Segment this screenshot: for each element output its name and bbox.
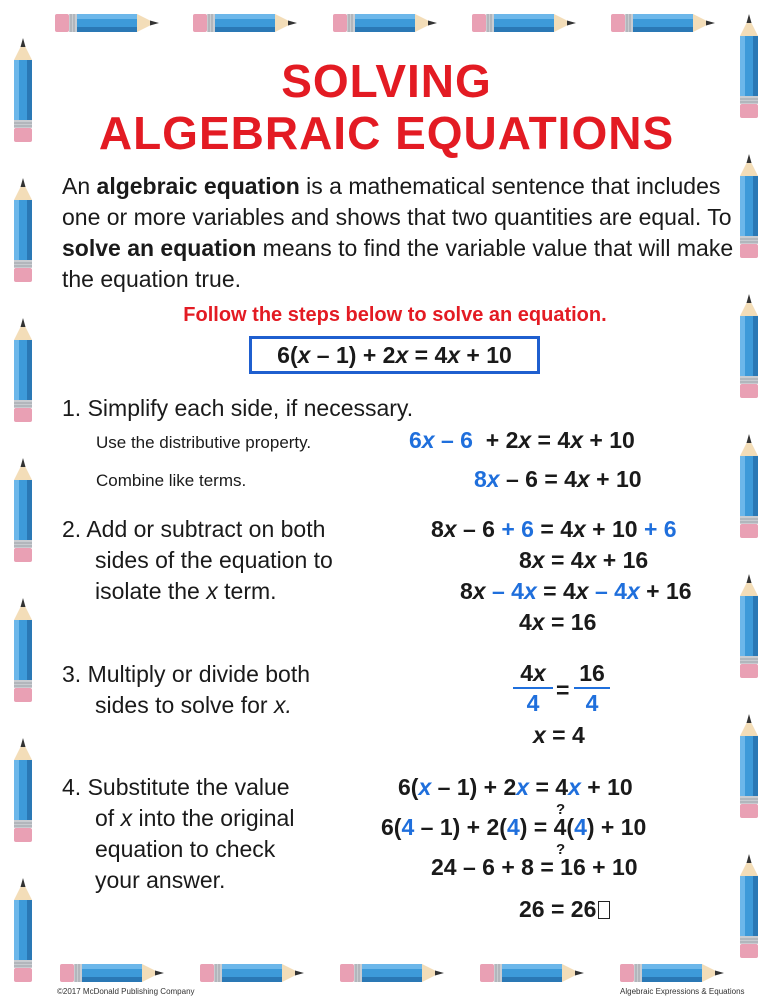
pencil-icon <box>738 434 760 543</box>
intro-paragraph: An algebraic equation is a mathematical sentence that includes one or more variables and shows that two quantities are equal. To solve an equation means to find the variable value that will make the equation true. <box>62 173 734 292</box>
step-4-eq-4: 26 = 26 <box>519 896 610 923</box>
page-title-line1: SOLVING <box>281 55 492 107</box>
pencil-icon <box>12 178 34 287</box>
footer-copyright: ©2017 McDonald Publishing Company <box>57 987 195 996</box>
pencil-icon <box>738 574 760 683</box>
pencil-icon <box>620 962 724 989</box>
step-3: 3. Multiply or divide both sides to solve for x. <box>62 661 311 718</box>
step-2-eq-2: 8x = 4x + 16 <box>519 547 649 573</box>
step-2-eq-4: 4x = 16 <box>519 609 597 635</box>
step-2: 2. Add or subtract on both sides of the equation to isolate the x term. <box>62 516 333 604</box>
question-mark-2: ? <box>556 841 566 858</box>
pencil-icon <box>480 962 584 989</box>
page-title-line2: ALGEBRAIC EQUATIONS <box>98 107 675 159</box>
pencil-icon <box>472 12 576 39</box>
pencil-icon <box>12 878 34 987</box>
step-2-eq-3: 8x – 4x = 4x – 4x + 16 <box>460 578 692 604</box>
step-3-fraction-left: $\frac{4x}{4}$ <box>513 660 553 718</box>
pencil-icon <box>738 714 760 823</box>
step-4-eq-2: 6(4 – 1) + 2(4) = 4(4) + 10 <box>381 814 647 840</box>
pencil-icon <box>12 458 34 567</box>
step-1-substep-combine: Combine like terms. <box>96 471 247 490</box>
pencil-icon <box>55 12 159 39</box>
step-1-substep-distributive: Use the distributive property. <box>96 433 312 452</box>
footer-title: Algebraic Expressions & Equations <box>620 987 745 996</box>
step-4-eq-3: 24 – 6 + 8 = 16 + 10 <box>431 854 638 880</box>
follow-instruction: Follow the steps below to solve an equation. <box>183 304 607 326</box>
pencil-icon <box>611 12 715 39</box>
step-4: 4. Substitute the value of x into the original equation to check your answer. <box>62 774 295 893</box>
pencil-icon <box>738 854 760 963</box>
pencil-icon <box>193 12 297 39</box>
step-4-eq-1: 6(x – 1) + 2x = 4x + 10 <box>398 774 633 800</box>
pencil-icon <box>12 738 34 847</box>
pencil-icon <box>12 598 34 707</box>
pencil-icon <box>12 318 34 427</box>
step-1: 1. Simplify each side, if necessary. <box>62 395 414 421</box>
check-box-icon <box>598 901 610 919</box>
step-1-eq-1: 6x – 6 + 2x = 4x + 10 <box>409 427 635 453</box>
step-3-fraction-right: $\frac{16}{4}$ <box>574 660 610 718</box>
step-3-result: x = 4 <box>533 722 585 748</box>
pencil-icon <box>200 962 304 989</box>
main-equation-box: 6(x – 1) + 2x = 4x + 10 <box>249 336 540 374</box>
step-3-equals: = <box>556 677 570 703</box>
pencil-icon <box>340 962 444 989</box>
pencil-icon <box>333 12 437 39</box>
step-2-eq-1: 8x – 6 + 6 = 4x + 10 + 6 <box>431 516 677 542</box>
question-mark-1: ? <box>556 801 566 818</box>
pencil-icon <box>60 962 164 989</box>
step-1-eq-2: 8x – 6 = 4x + 10 <box>474 466 642 492</box>
